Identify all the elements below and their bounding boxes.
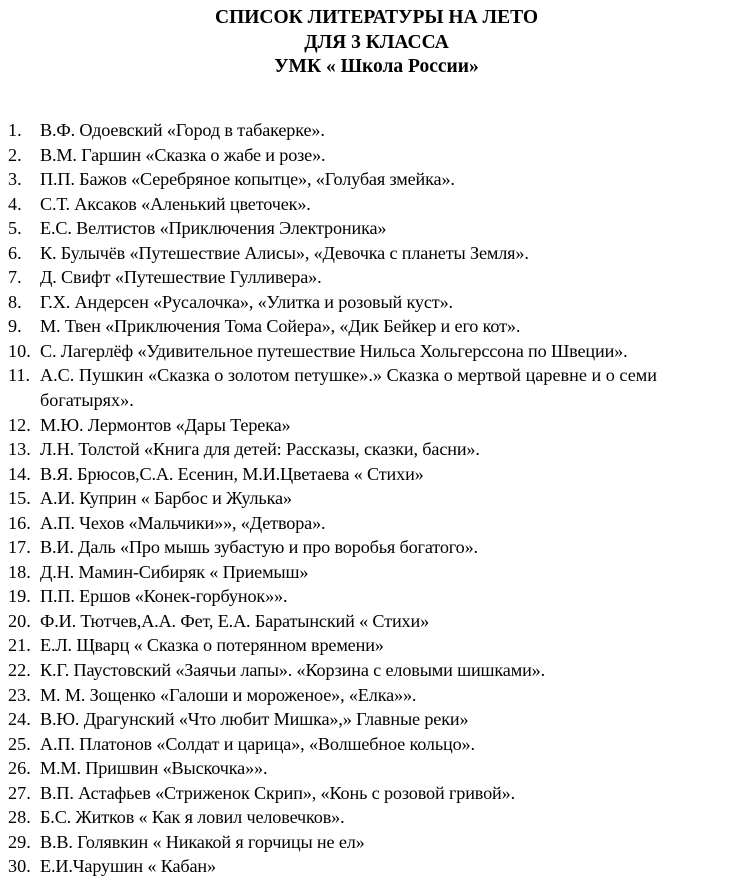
list-item-number: 25. <box>8 733 31 754</box>
list-item-text: М.Ю. Лермонтов «Дары Терека» <box>40 414 291 435</box>
list-item <box>8 658 748 683</box>
list-item-number: 17. <box>8 537 31 558</box>
list-item-number: 19. <box>8 586 31 607</box>
title-line: ДЛЯ 3 КЛАССА <box>304 31 449 53</box>
list-item-number: 14. <box>8 463 31 484</box>
list-item-text: В.Ю. Драгунский «Что любит Мишка»,» Главные реки» <box>40 709 469 730</box>
list-item <box>8 854 748 879</box>
list-item <box>8 290 748 315</box>
list-item-number: 15. <box>8 488 31 509</box>
list-item-text: А.И. Куприн « Барбос и Жулька» <box>40 488 292 509</box>
list-item-number: 29. <box>8 831 31 852</box>
list-item <box>8 339 748 364</box>
list-item-text: Ф.И. Тютчев,А.А. Фет, Е.А. Баратынский « Стихи» <box>40 610 430 631</box>
list-item-text: Д. Свифт «Путешествие Гулливера». <box>40 267 322 288</box>
list-item <box>8 118 748 143</box>
list-item <box>8 732 748 757</box>
list-item-number: 21. <box>8 635 31 656</box>
title-line: УМК « Школа России» <box>274 56 479 77</box>
list-item <box>8 805 748 830</box>
list-item <box>8 437 748 462</box>
list-item <box>8 143 748 168</box>
list-item-number: 28. <box>8 807 31 828</box>
list-item <box>8 683 748 708</box>
list-item-number: 8. <box>8 291 22 312</box>
list-item <box>8 462 748 487</box>
list-item-text: В.В. Голявкин « Никакой я горчицы не ел» <box>40 831 365 852</box>
list-item-text: К. Булычёв «Путешествие Алисы», «Девочка с планеты Земля». <box>40 242 529 263</box>
list-item-number: 13. <box>8 439 31 460</box>
list-item-text: Б.С. Житков « Как я ловил человечков». <box>40 807 345 828</box>
list-item <box>8 584 748 609</box>
list-item-text: Л.Н. Толстой «Книга для детей: Рассказы, сказки, басни». <box>40 439 480 460</box>
list-item <box>8 511 748 536</box>
list-item-number: 10. <box>8 340 31 361</box>
list-item-text: Г.Х. Андерсен «Русалочка», «Улитка и розовый куст». <box>40 291 453 312</box>
list-item-text: В.И. Даль «Про мышь зубастую и про воробья богатого». <box>40 537 478 558</box>
list-item <box>8 781 748 806</box>
list-item <box>8 633 748 658</box>
list-item-number: 30. <box>8 856 31 877</box>
list-item-text: К.Г. Паустовский «Заячьи лапы». «Корзина с еловыми шишками». <box>40 660 546 681</box>
list-item-number: 26. <box>8 758 31 779</box>
list-item-text: П.П. Бажов «Серебряное копытце», «Голубая змейка». <box>40 169 455 190</box>
list-item-number: 4. <box>8 193 22 214</box>
list-item-text: Е.И.Чарушин « Кабан» <box>40 856 216 877</box>
list-item-number: 1. <box>8 120 22 140</box>
list-item-text: В.П. Астафьев «Стриженок Скрип», «Конь с розовой гривой». <box>40 782 515 803</box>
list-item-text: В.М. Гаршин «Сказка о жабе и розе». <box>40 144 326 165</box>
list-item-text: А.С. Пушкин «Сказка о золотом петушке».» Сказка о мертвой царевне и о семи богатырях». <box>40 365 658 411</box>
list-item-number: 5. <box>8 218 22 239</box>
list-item <box>8 756 748 781</box>
list-item <box>8 413 748 438</box>
list-item-number: 9. <box>8 316 22 337</box>
list-item-number: 22. <box>8 660 31 681</box>
list-item <box>8 560 748 585</box>
list-item-text: С.Т. Аксаков «Аленький цветочек». <box>40 193 311 214</box>
list-item <box>8 830 748 855</box>
list-item-text: Д.Н. Мамин-Сибиряк « Приемыш» <box>40 561 309 582</box>
list-item <box>8 609 748 634</box>
list-item-number: 20. <box>8 610 31 631</box>
list-item-text: В.Я. Брюсов,С.А. Есенин, М.И.Цветаева « Стихи» <box>40 463 424 484</box>
title-line: СПИСОК ЛИТЕРАТУРЫ НА ЛЕТО <box>214 7 538 28</box>
list-item-number: 11. <box>8 365 31 386</box>
list-item <box>8 265 748 290</box>
list-item-text: С. Лагерлёф «Удивительное путешествие Нильса Хольгерссона по Швеции». <box>40 340 628 361</box>
document-title <box>0 6 753 80</box>
list-item <box>8 241 748 266</box>
list-item-text: А.П. Чехов «Мальчики»», «Детвора». <box>40 512 326 533</box>
list-item <box>8 363 748 412</box>
list-item-number: 12. <box>8 414 31 435</box>
list-item-text: П.П. Ершов «Конек-горбунок»». <box>40 586 288 607</box>
reading-list <box>8 118 748 879</box>
list-item-number: 16. <box>8 512 31 533</box>
list-item <box>8 167 748 192</box>
list-item-text: А.П. Платонов «Солдат и царица», «Волшебное кольцо». <box>40 733 475 754</box>
list-item-number: 24. <box>8 709 31 730</box>
list-item <box>8 314 748 339</box>
list-item <box>8 192 748 217</box>
list-item-number: 3. <box>8 169 22 190</box>
list-item-text: М. Твен «Приключения Тома Сойера», «Дик Бейкер и его кот». <box>40 316 521 337</box>
list-item-text: Е.С. Велтистов «Приключения Электроника» <box>40 218 387 239</box>
list-item <box>8 707 748 732</box>
list-item-number: 18. <box>8 561 31 582</box>
list-item <box>8 486 748 511</box>
list-item-number: 27. <box>8 782 31 803</box>
list-item-number: 23. <box>8 684 31 705</box>
list-item <box>8 535 748 560</box>
list-item-number: 6. <box>8 242 22 263</box>
list-item-number: 2. <box>8 144 22 165</box>
list-item-text: Е.Л. Щварц « Сказка о потерянном времени» <box>40 635 384 656</box>
list-item-text: М. М. Зощенко «Галоши и мороженое», «Елка»». <box>40 684 417 705</box>
list-item-number: 7. <box>8 267 22 288</box>
list-item-text: В.Ф. Одоевский «Город в табакерке». <box>40 120 325 140</box>
list-item-text: М.М. Пришвин «Выскочка»». <box>40 758 268 779</box>
list-item <box>8 216 748 241</box>
